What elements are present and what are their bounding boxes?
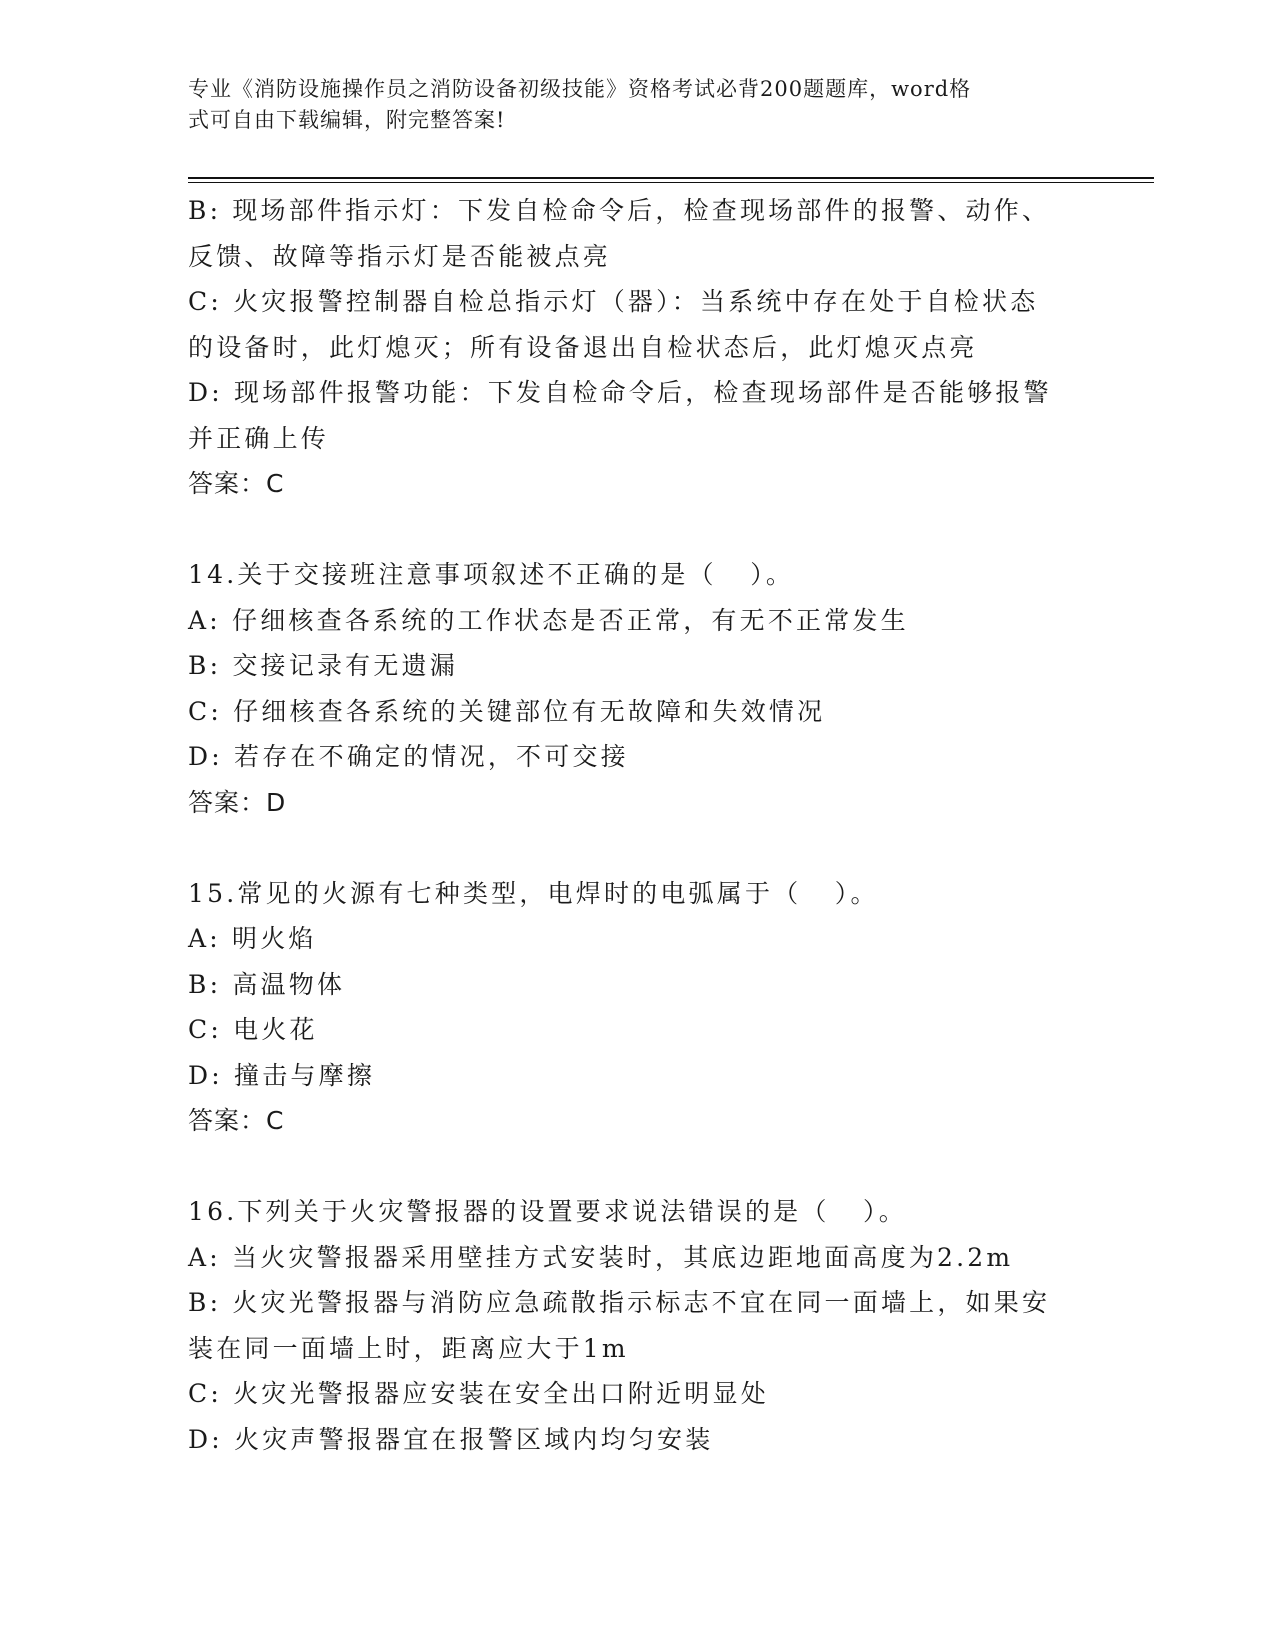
question-14 <box>188 552 1088 825</box>
option-a: A: 当火灾警报器采用壁挂方式安装时，其底边距地面高度为2.2m <box>188 1242 1014 1272</box>
option-d-line-2: 并正确上传 <box>188 423 330 453</box>
option-a: A: 仔细核查各系统的工作状态是否正常，有无不正常发生 <box>188 605 909 635</box>
question-15 <box>188 871 1088 1144</box>
option-c-line-1: C: 火灾报警控制器自检总指示灯（器）：当系统中存在处于自检状态 <box>188 287 1039 316</box>
option-c: C: 火灾光警报器应安装在安全出口附近明显处 <box>188 1379 769 1408</box>
option-b-line-1: B: 火灾光警报器与消防应急疏散指示标志不宜在同一面墙上，如果安 <box>188 1288 1051 1317</box>
option-c: C: 仔细核查各系统的关键部位有无故障和失效情况 <box>188 696 826 726</box>
question-13-continued <box>188 188 1088 507</box>
header-line-2: 式可自由下载编辑，附完整答案! <box>188 108 506 132</box>
option-c: C: 电火花 <box>188 1015 318 1044</box>
spacer <box>188 1144 1088 1190</box>
option-d: D: 火灾声警报器宜在报警区域内均匀安装 <box>188 1424 714 1454</box>
answer-line: 答案：C <box>188 469 285 498</box>
option-d-line-1: D: 现场部件报警功能：下发自检命令后，检查现场部件是否能够报警 <box>188 378 1052 407</box>
header-line-1: 专业《消防设施操作员之消防设备初级技能》资格考试必背200题题库，word格 <box>188 77 972 101</box>
header-rule-thick <box>188 177 1154 179</box>
option-b-line-2: 装在同一面墙上时，距离应大于1m <box>188 1333 629 1363</box>
option-c-line-2: 的设备时，此灯熄灭；所有设备退出自检状态后，此灯熄灭点亮 <box>188 332 978 362</box>
option-b: B: 高温物体 <box>188 969 346 999</box>
option-b-line-1: B: 现场部件指示灯：下发自检命令后，检查现场部件的报警、动作、 <box>188 196 1051 225</box>
question-text: 15.常见的火源有七种类型，电焊时的电弧属于（ ）。 <box>188 878 879 908</box>
document-header <box>188 74 1068 136</box>
question-text: 16.下列关于火灾警报器的设置要求说法错误的是（ ）。 <box>188 1197 907 1226</box>
document-body <box>188 188 1088 1462</box>
option-d: D: 若存在不确定的情况，不可交接 <box>188 742 629 771</box>
spacer <box>188 825 1088 871</box>
option-a: A: 明火焰 <box>188 924 317 953</box>
spacer <box>188 507 1088 553</box>
option-d: D: 撞击与摩擦 <box>188 1060 376 1090</box>
question-text: 14.关于交接班注意事项叙述不正确的是（ ）。 <box>188 560 795 589</box>
option-b-line-2: 反馈、故障等指示灯是否能被点亮 <box>188 241 612 271</box>
header-rule-thin <box>188 182 1154 183</box>
question-16 <box>188 1189 1088 1462</box>
answer-line: 答案：C <box>188 1106 285 1135</box>
answer-line: 答案：D <box>188 787 287 817</box>
option-b: B: 交接记录有无遗漏 <box>188 651 458 680</box>
